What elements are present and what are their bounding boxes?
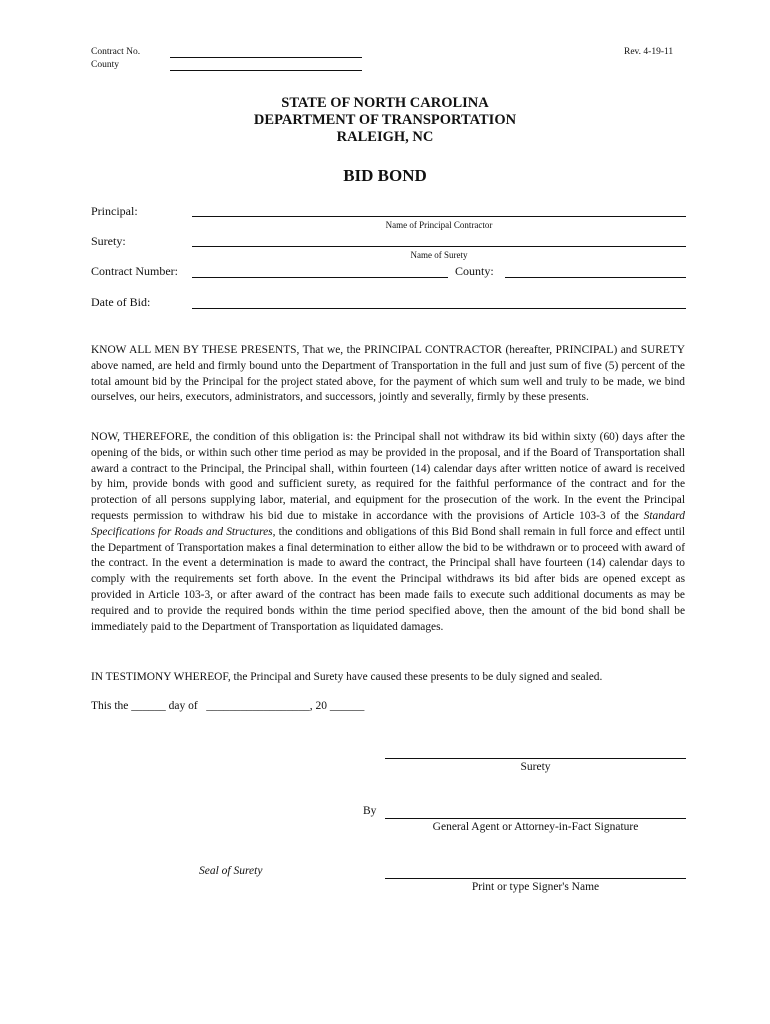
date-signed-line[interactable]: This the ______ day of __________________, 20 ______ <box>91 700 365 712</box>
paragraph-know-all-men: KNOW ALL MEN BY THESE PRESENTS, That we, the PRINCIPAL CONTRACTOR (hereafter, PRINCIPAL) and SURETY above named, are held and firmly bound unto the Department of Transportation in the full and just sum of five (5) percent of the total amount bid by the Principal for the project stated above, for the payment of which sum well and truly to be made, we bind ourselves, our heirs, executors, administrators, and successors, jointly and severally, firmly by these presents. <box>91 344 685 404</box>
city-heading: RALEIGH, NC <box>336 129 434 145</box>
principal-caption: Name of Principal Contractor <box>385 220 493 230</box>
state-heading: STATE OF NORTH CAROLINA <box>281 95 489 111</box>
county-label: County <box>91 60 119 70</box>
document-title: BID BOND <box>343 166 427 185</box>
surety-caption: Name of Surety <box>410 250 468 260</box>
date-of-bid-label: Date of Bid: <box>91 295 151 309</box>
surety-line[interactable] <box>192 246 686 247</box>
department-heading: DEPARTMENT OF TRANSPORTATION <box>253 112 517 128</box>
paragraph-in-testimony: IN TESTIMONY WHEREOF, the Principal and Surety have caused these presents to be duly signed and sealed. <box>91 671 603 683</box>
paragraph-now-therefore <box>91 430 685 635</box>
date-of-bid-line[interactable] <box>192 308 686 309</box>
print-name-caption: Print or type Signer's Name <box>471 881 600 893</box>
contract-number-label: Contract Number: <box>91 264 178 278</box>
county-field-line[interactable] <box>505 277 686 278</box>
agent-signature-line[interactable] <box>385 818 686 819</box>
revision-label: Rev. 4-19-11 <box>624 47 674 57</box>
county-line[interactable] <box>170 70 362 71</box>
surety-label: Surety: <box>91 234 126 248</box>
surety-signature-caption: Surety <box>520 761 551 773</box>
paragraph-now-therefore-part2: , the conditions and obligations of this Bid Bond shall remain in full force and effect until the Department of Transportation makes a final determination to either allow the bid to be withdrawn or to proceed with award of the contract. In the event a determination is made to award the contract, the Principal shall have fourteen (14) calendar days to comply with the requirements set forth above. In the event the Principal withdraws its bid after bids are opened except as provided in Article 103-3, or after award of the contract has been made fails to execute such additional documents as may be required and to provide the required bonds within the time period specified above, then the amount of the bid bond shall be immediately paid to the Department of Transportation as liquidated damages. <box>91 525 685 633</box>
contract-no-line[interactable] <box>170 57 362 58</box>
surety-signature-line[interactable] <box>385 758 686 759</box>
print-name-line[interactable] <box>385 878 686 879</box>
contract-no-label: Contract No. <box>91 47 141 57</box>
standard-specifications-title: Standard Specifications for Roads and Structures <box>91 509 685 538</box>
paragraph-now-therefore-part1: NOW, THEREFORE, the condition of this obligation is: the Principal shall not withdraw its bid within sixty (60) days after the opening of the bids, or within such other time period as may be provided in the proposal, and if the Board of Transportation shall award a contract to the Principal, the Principal shall, within fourteen (14) calendar days after written notice of award is received by him, provide bonds with good and sufficient surety, as required for the faithful performance of the contract and for the protection of all persons supplying labor, material, and equipment for the prosecution of the work. In the event the Principal requests permission to withdraw his bid due to mistake in accordance with the provisions of Article 103-3 of the <box>91 431 685 522</box>
agent-signature-caption: General Agent or Attorney-in-Fact Signature <box>432 821 639 833</box>
principal-line[interactable] <box>192 216 686 217</box>
by-label: By <box>363 805 377 817</box>
seal-of-surety-label: Seal of Surety <box>199 865 263 877</box>
principal-label: Principal: <box>91 204 138 218</box>
contract-number-line[interactable] <box>192 277 448 278</box>
county-field-label: County: <box>455 264 494 278</box>
